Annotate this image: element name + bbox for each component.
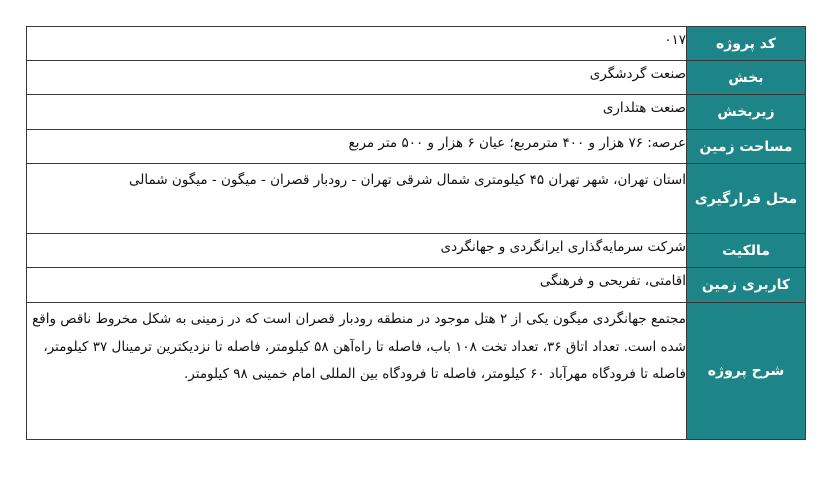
label-subsector: زیربخش <box>687 95 806 130</box>
row-subsector <box>27 95 806 130</box>
value-location: استان تهران، شهر تهران ۴۵ کیلومتری شمال شرقی تهران - رودبار قصران - میگون - میگون شمالی <box>27 164 687 234</box>
value-project-description: مجتمع جهانگردی میگون یکی از ۲ هتل موجود در منطقه رودبار قصران است که در زمینی به شکل مخروط ناقص واقع شده است. تعداد اتاق ۳۶، تعداد تخت ۱۰۸ باب، فاصله تا راه‌آهن ۵۸ کیلومتر، فاصله تا نزدیکترین ترمینال ۳۷ کیلومتر، فاصله تا فرودگاه مهرآباد ۶۰ کیلومتر، فاصله تا فرودگاه بین المللی امام خمینی ۹۸ کیلومتر. <box>27 303 687 440</box>
label-project-description: شرح پروژه <box>687 303 806 440</box>
label-land-area: مساحت زمین <box>687 130 806 164</box>
row-ownership <box>27 234 806 268</box>
value-land-area: عرصه: ۷۶ هزار و ۴۰۰ مترمربع؛ عیان ۶ هزار و ۵۰۰ متر مربع <box>27 130 687 164</box>
row-project-code <box>27 27 806 61</box>
row-project-description <box>27 303 806 440</box>
label-ownership: مالکیت <box>687 234 806 268</box>
value-subsector: صنعت هتلداری <box>27 95 687 130</box>
project-info-table <box>26 26 806 440</box>
row-land-use <box>27 268 806 303</box>
label-sector: بخش <box>687 61 806 95</box>
value-sector: صنعت گردشگری <box>27 61 687 95</box>
value-ownership: شرکت سرمایه‌گذاری ایرانگردی و جهانگردی <box>27 234 687 268</box>
value-project-code: ۰۱۷ <box>27 27 687 61</box>
row-land-area <box>27 130 806 164</box>
label-land-use: کاربری زمین <box>687 268 806 303</box>
row-location <box>27 164 806 234</box>
label-location: محل قرارگیری <box>687 164 806 234</box>
label-project-code: کد پروژه <box>687 27 806 61</box>
row-sector <box>27 61 806 95</box>
value-land-use: اقامتی، تفریحی و فرهنگی <box>27 268 687 303</box>
